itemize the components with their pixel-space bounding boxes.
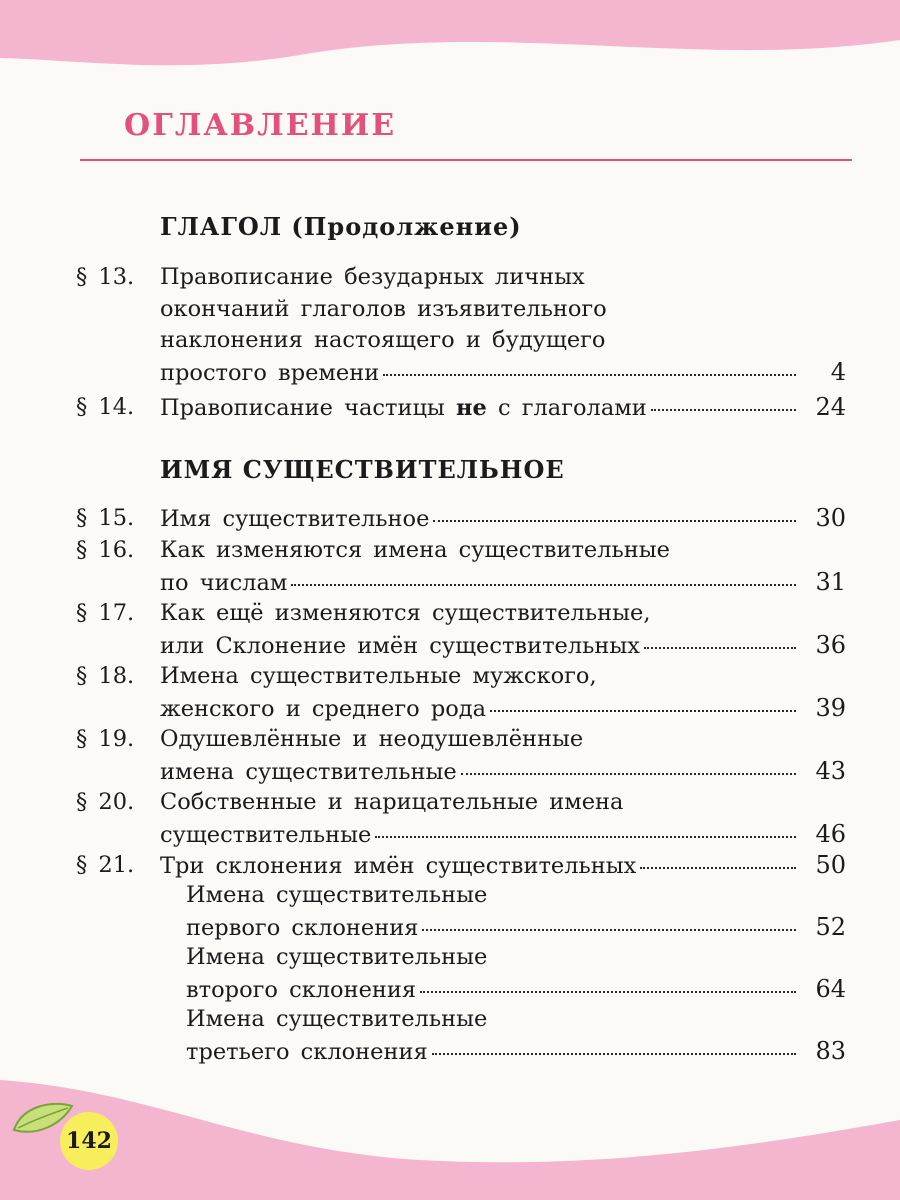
toc-subentry[interactable] xyxy=(186,880,846,943)
entry-line: Собственные и нарицательные имена xyxy=(160,789,624,815)
entry-line: Имена существительные xyxy=(186,882,488,908)
leader-dots xyxy=(432,1053,796,1055)
entry-page: 30 xyxy=(815,504,846,532)
toc-entry[interactable] xyxy=(76,392,846,424)
entry-line: Имена существительные мужского, xyxy=(160,663,597,689)
toc-entry[interactable] xyxy=(76,503,846,535)
entry-number: § 21. xyxy=(76,852,135,878)
toc-entry[interactable] xyxy=(76,535,846,598)
leader-dots xyxy=(375,836,796,838)
toc-subentry[interactable] xyxy=(186,1004,846,1067)
entry-number: § 17. xyxy=(76,600,135,626)
toc-entry[interactable] xyxy=(76,850,846,882)
entry-page: 46 xyxy=(815,819,846,848)
entry-line: Правописание безударных личных xyxy=(160,264,585,290)
entry-line: Имена существительные xyxy=(186,944,488,970)
entry-page: 50 xyxy=(815,851,846,879)
entry-line: или Склонение имён существительных xyxy=(160,632,640,659)
entry-number: § 20. xyxy=(76,789,135,815)
leader-dots xyxy=(640,867,796,869)
entry-page: 52 xyxy=(815,912,846,941)
decorative-bottom-band xyxy=(0,1050,900,1200)
leader-dots xyxy=(420,991,796,993)
entry-page: 36 xyxy=(815,630,846,659)
entry-number: § 13. xyxy=(76,264,135,290)
entry-line: наклонения настоящего и будущего xyxy=(160,327,606,353)
entry-line: по числам xyxy=(160,569,288,596)
entry-page: 4 xyxy=(830,357,846,386)
entry-line: имена существительные xyxy=(160,758,457,785)
entry-line: Как ещё изменяются существительные, xyxy=(160,600,651,626)
entry-line: женского и среднего рода xyxy=(160,695,487,722)
leader-dots xyxy=(461,773,796,775)
toc-subentry[interactable] xyxy=(186,942,846,1005)
entry-page: 83 xyxy=(815,1036,846,1065)
entry-line: Одушевлённые и неодушевлённые xyxy=(160,726,584,752)
entry-line: простого времени xyxy=(160,359,380,386)
entry-line: Правописание частицы не с глаголами xyxy=(160,395,647,421)
entry-number: § 15. xyxy=(76,505,135,531)
entry-line: Три склонения имён существительных xyxy=(160,853,637,879)
toc-entry[interactable] xyxy=(76,724,846,787)
entry-line: Как изменяются имена существительные xyxy=(160,537,670,563)
entry-page: 31 xyxy=(815,567,846,596)
entry-line: существительные xyxy=(160,821,372,848)
entry-line: первого склонения xyxy=(186,914,419,941)
entry-line: второго склонения xyxy=(186,976,417,1003)
leader-dots xyxy=(644,647,796,649)
entry-page: 39 xyxy=(815,693,846,722)
page-title: ОГЛАВЛЕНИЕ xyxy=(124,108,397,143)
decorative-wave xyxy=(0,0,900,100)
entry-page: 43 xyxy=(815,756,846,785)
leader-dots xyxy=(383,374,796,376)
leader-dots xyxy=(422,929,796,931)
entry-page: 64 xyxy=(815,974,846,1003)
entry-page: 24 xyxy=(815,393,846,421)
leader-dots xyxy=(490,710,796,712)
toc-entry[interactable] xyxy=(76,787,846,850)
leader-dots xyxy=(651,409,796,411)
leader-dots xyxy=(291,584,796,586)
entry-line: окончаний глаголов изъявительного xyxy=(160,295,607,322)
bold-word: не xyxy=(456,395,487,421)
entry-number: § 18. xyxy=(76,663,135,689)
section-title-noun: ИМЯ СУЩЕСТВИТЕЛЬНОЕ xyxy=(160,455,565,484)
toc-entry[interactable] xyxy=(76,262,846,388)
entry-number: § 19. xyxy=(76,726,135,752)
entry-number: § 14. xyxy=(76,394,135,420)
entry-line: третьего склонения xyxy=(186,1038,428,1065)
toc-entry[interactable] xyxy=(76,598,846,661)
page-number-badge: 142 xyxy=(60,1112,118,1170)
entry-number: § 16. xyxy=(76,537,135,563)
entry-line: Имена существительные xyxy=(186,1006,488,1032)
section-title-verb: ГЛАГОЛ (Продолжение) xyxy=(160,212,522,241)
toc-entry[interactable] xyxy=(76,661,846,724)
leader-dots xyxy=(433,520,796,522)
title-underline xyxy=(80,159,852,161)
entry-line: Имя существительное xyxy=(160,506,430,532)
